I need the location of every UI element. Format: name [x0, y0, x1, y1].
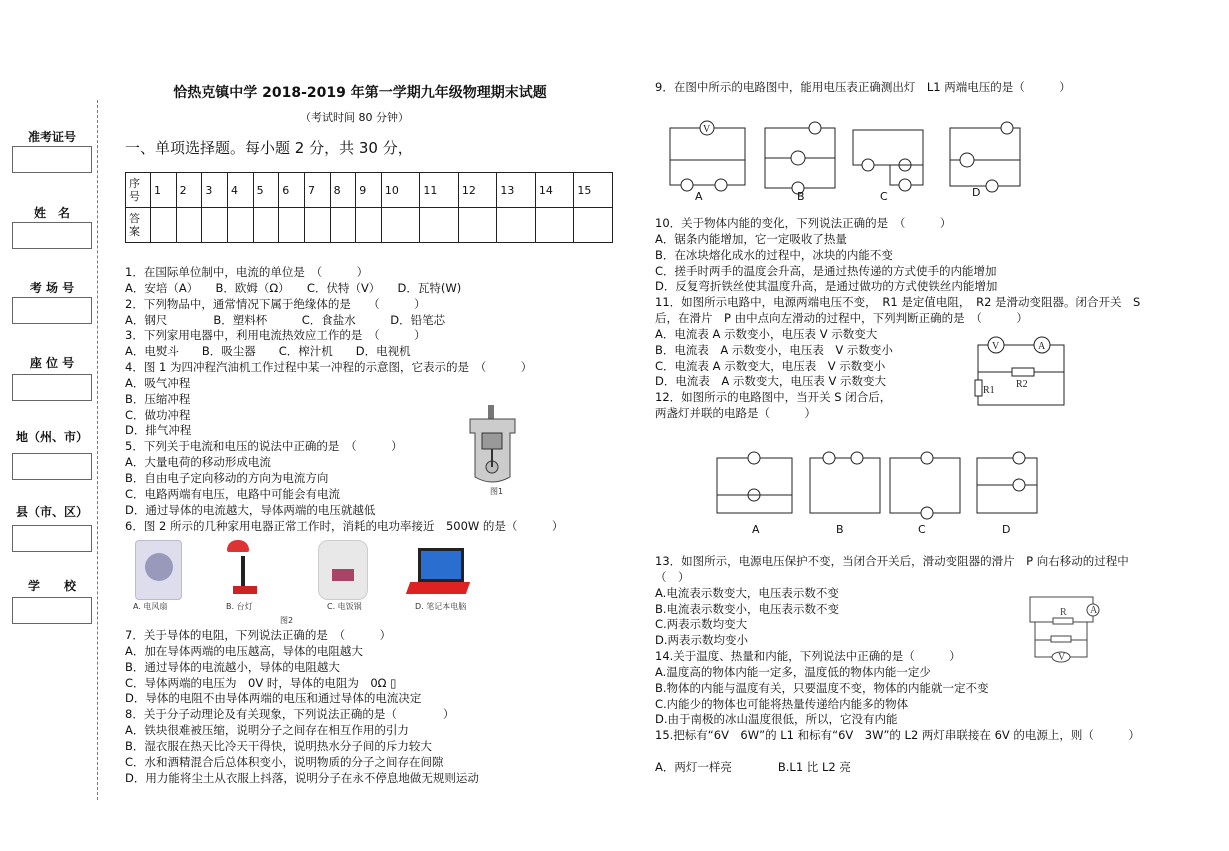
desk-lamp-image	[227, 540, 262, 598]
answer-cell[interactable]	[176, 208, 202, 243]
label-seat-number: 座 位 号	[29, 356, 75, 370]
piston	[482, 433, 502, 449]
rice-cooker-image	[318, 540, 368, 600]
answer-cell[interactable]	[202, 208, 228, 243]
fig2-caption: 图2	[280, 616, 294, 625]
answer-cell[interactable]	[458, 208, 497, 243]
question-number-cell: 5	[253, 173, 279, 208]
text-line: A．吸气冲程	[125, 375, 191, 390]
q9-circuit-d	[950, 122, 1020, 192]
label-exam-number: 准考证号	[27, 130, 76, 144]
q9-label-b: B	[797, 190, 805, 203]
q9-label-a: A	[695, 190, 703, 203]
q12-circuit-c	[890, 452, 960, 519]
answer-cell[interactable]	[304, 208, 330, 243]
answer-table	[125, 172, 613, 243]
question-number-cell: 15	[574, 173, 613, 208]
question-number-cell: 12	[458, 173, 497, 208]
text-line: B．湿衣服在热天比冷天干得快，说明热水分子间的斥力较大	[125, 738, 432, 753]
text-line: B．在冰块熔化成水的过程中，冰块的内能不变	[655, 247, 893, 262]
prefecture-field[interactable]	[12, 453, 92, 480]
laptop-image	[408, 540, 468, 598]
label-school: 学 校	[27, 579, 76, 593]
text-line: D．排气冲程	[125, 423, 192, 438]
label-exam-room: 考 场 号	[29, 281, 75, 295]
exam-room-field[interactable]	[12, 297, 92, 324]
text-line: A．锯条内能增加，它一定吸收了热量	[655, 231, 847, 246]
q12-circuit-d	[977, 452, 1037, 513]
row-header: 序号	[126, 173, 151, 208]
text-line: D．通过导体的电流越大，导体两端的电压就越低	[125, 502, 376, 517]
q9-label-c: C	[880, 190, 888, 203]
answer-cell[interactable]	[381, 208, 420, 243]
question-9: 9．在图中所示的电路图中，能用电压表正确测出灯 L1 两端电压的是（ ）	[655, 80, 1071, 94]
text-line: D.两表示数均变小	[655, 633, 749, 648]
text-line: 两盏灯并联的电路是（ ）	[655, 406, 816, 421]
ammeter-symbol: A	[1038, 341, 1046, 352]
question-number-cell: 13	[497, 173, 536, 208]
text-line: C．搓手时两手的温度会升高，是通过热传递的方式使手的内能增加	[655, 263, 997, 278]
answer-cell[interactable]	[497, 208, 536, 243]
text-line: C.内能少的物体也可能将热量传递给内能多的物体	[655, 696, 909, 711]
text-line: A．电熨斗 B．吸尘器 C．榨汁机 D．电视机	[125, 344, 411, 359]
text-line: B．电流表 A 示数变小，电压表 V 示数变小	[655, 342, 893, 357]
fig2-label-a: A. 电风扇	[133, 602, 168, 611]
question-number-cell: 4	[227, 173, 253, 208]
county-field[interactable]	[12, 525, 92, 552]
answer-cell[interactable]	[253, 208, 279, 243]
questions-7-8	[125, 628, 479, 786]
text-line: A．钢尺 B．塑料杯 C．食盐水 D．铅笔芯	[125, 312, 446, 327]
r2-label: R2	[1016, 379, 1028, 390]
question-number-cell: 10	[381, 173, 420, 208]
q12-circuit-a	[717, 452, 792, 513]
text-line: 3．下列家用电器中，利用电流热效应工作的是 （ ）	[125, 328, 426, 343]
text-line: D.由于南极的冰山温度很低，所以，它没有内能	[655, 712, 898, 727]
q12-label-d: D	[1002, 523, 1011, 536]
text-line: C.两表示数均变大	[655, 617, 748, 632]
binding-line	[97, 100, 98, 800]
engine-diagram-fig1	[465, 405, 520, 485]
text-line: 7．关于导体的电阻，下列说法正确的是 （ ）	[125, 628, 392, 642]
voltmeter-symbol: V	[703, 124, 711, 135]
answer-cell[interactable]	[227, 208, 253, 243]
text-line: （ ）	[655, 569, 690, 584]
text-line: 5．下列关于电流和电压的说法中正确的是 （ ）	[125, 439, 403, 454]
text-line	[655, 744, 1140, 760]
text-line: B．通过导体的电流越小，导体的电阻越大	[125, 659, 340, 674]
text-line: 后，在滑片 P 由中点向左滑动的过程中，下列判断正确的是 （ ）	[655, 311, 1028, 326]
answer-cell[interactable]	[356, 208, 382, 243]
text-line: 2．下列物品中，通常情况下属于绝缘体的是 （ ）	[125, 296, 426, 311]
fig2-label-b: B. 台灯	[226, 602, 253, 611]
question-number-cell: 9	[356, 173, 382, 208]
question-number-cell: 1	[151, 173, 177, 208]
fig2-label-c: C. 电饭锅	[327, 602, 362, 611]
fig1-caption: 图1	[490, 487, 504, 496]
answer-cell[interactable]	[151, 208, 177, 243]
text-line: A．大量电荷的移动形成电流	[125, 455, 271, 470]
text-line: A．安培（A） B．欧姆（Ω） C．伏特（V） D．瓦特(W)	[125, 280, 462, 295]
text-line: 4．图 1 为四冲程汽油机工作过程中某一冲程的示意图，它表示的是 （ ）	[125, 360, 533, 375]
voltmeter-symbol: V	[992, 341, 1000, 352]
q9-label-d: D	[972, 186, 981, 199]
questions-13-15	[655, 554, 1140, 776]
answer-cell[interactable]	[574, 208, 613, 243]
q9-circuit-b	[765, 122, 835, 194]
text-line: 13．如图所示，电源电压保护不变，当闭合开关后，滑动变阻器的滑片 P 向右移动的过程中	[655, 554, 1129, 568]
ammeter-symbol: A	[1090, 605, 1098, 616]
q12-label-a: A	[752, 523, 760, 536]
school-field[interactable]	[12, 597, 92, 624]
question-number-cell: 8	[330, 173, 356, 208]
q13-circuit-diagram	[1025, 592, 1100, 662]
r-label: R	[1060, 607, 1067, 618]
question-number-cell: 14	[535, 173, 574, 208]
text-line: C．做功冲程	[125, 407, 191, 422]
text-line: 12．如图所示的电路图中，当开关 S 闭合后，	[655, 390, 892, 405]
exam-number-field[interactable]	[12, 146, 92, 173]
text-line: 14.关于温度、热量和内能，下列说法中正确的是（ ）	[655, 649, 961, 664]
question-number-cell: 11	[420, 173, 459, 208]
question-number-cell: 7	[304, 173, 330, 208]
spark-plug	[488, 405, 494, 419]
text-line: C．水和酒精混合后总体积变小，说明物质的分子之间存在间隙	[125, 754, 444, 769]
q12-circuit-b	[810, 452, 880, 513]
answer-cell[interactable]	[330, 208, 356, 243]
question-number-cell: 3	[202, 173, 228, 208]
voltmeter-symbol: V	[1058, 652, 1066, 663]
text-line: D．导体的电阻不由导体两端的电压和通过导体的电流决定	[125, 691, 422, 706]
r1-label: R1	[983, 385, 995, 396]
q12-label-c: C	[918, 523, 926, 536]
text-line: D．用力能将尘土从衣服上抖落，说明分子在永不停息地做无规则运动	[125, 770, 479, 785]
q9-circuit-c	[853, 130, 923, 191]
exam-duration: （考试时间 80 分钟）	[300, 111, 409, 124]
question-number-cell: 2	[176, 173, 202, 208]
answer-cell[interactable]	[420, 208, 459, 243]
label-county: 县（市、区）	[15, 505, 88, 519]
text-line: C．电路两端有电压，电路中可能会有电流	[125, 486, 341, 501]
text-line: A.温度高的物体内能一定多，温度低的物体内能一定少	[655, 664, 931, 679]
text-line: 8．关于分子动理论及有关现象，下列说法正确的是（ ）	[125, 707, 455, 722]
q12-label-b: B	[836, 523, 844, 536]
seat-number-field[interactable]	[12, 374, 92, 401]
text-line: A．两灯一样亮 B.L1 比 L2 亮	[655, 759, 851, 774]
text-line: A.电流表示数变大，电压表示数不变	[655, 585, 839, 600]
text-line: D．反复弯折铁丝使其温度升高，是通过做功的方式使铁丝内能增加	[655, 279, 998, 294]
text-line: A．电流表 A 示数变小，电压表 V 示数变大	[655, 326, 878, 341]
text-line: B.物体的内能与温度有关，只要温度不变，物体的内能就一定不变	[655, 680, 989, 695]
text-line: C．电流表 A 示数变大，电压表 V 示数变小	[655, 358, 886, 373]
text-line: D．电流表 A 示数变大，电压表 V 示数变大	[655, 374, 887, 389]
text-line: 10．关于物体内能的变化，下列说法正确的是 （ ）	[655, 216, 952, 230]
answer-cell[interactable]	[535, 208, 574, 243]
text-line: 6．图 2 所示的几种家用电器正常工作时，消耗的电功率接近 500W 的是（ ）	[125, 518, 564, 533]
label-name: 姓 名	[33, 206, 70, 220]
text-line: B．压缩冲程	[125, 391, 191, 406]
q12-circuit-diagrams	[712, 450, 1052, 525]
page-title: 恰热克镇中学 2018-2019 年第一学期九年级物理期末试题	[173, 85, 547, 101]
label-prefecture: 地（州、市）	[15, 430, 88, 444]
text-line: A．铁块很难被压缩，说明分子之间存在相互作用的引力	[125, 723, 409, 738]
text-line: A．加在导体两端的电压越高，导体的电阻越大	[125, 643, 363, 658]
text-line: 15.把标有“6V 6W”的 L1 和标有“6V 3W”的 L2 两灯串联接在 6V 的电源上，则（ ）	[655, 728, 1140, 743]
text-line: C．导体两端的电压为 0V 时，导体的电阻为 0Ω ▯	[125, 675, 397, 690]
section-heading: 一、单项选择题。每小题 2 分，共 30 分，	[125, 139, 413, 157]
question-9-line	[655, 80, 1071, 96]
text-line: B.电流表示数变小，电压表示数不变	[655, 601, 840, 616]
answer-cell[interactable]	[279, 208, 305, 243]
text-line: 1．在国际单位制中，电流的单位是 （ ）	[125, 265, 369, 279]
text-line: B．自由电子定向移动的方向为电流方向	[125, 470, 329, 485]
fan-image	[135, 540, 182, 600]
name-field[interactable]	[12, 222, 92, 249]
text-line: 11．如图所示电路中，电源两端电压不变， R1 是定值电阻， R2 是滑动变阻器。闭合开关 S	[655, 295, 1141, 310]
q11-circuit-diagram	[978, 335, 1070, 410]
row-header: 答案	[126, 208, 151, 243]
number-row	[126, 173, 613, 208]
fig2-label-d: D. 笔记本电脑	[415, 602, 467, 611]
answer-row	[126, 208, 613, 243]
question-number-cell: 6	[279, 173, 305, 208]
q9-circuit-a	[670, 121, 745, 191]
